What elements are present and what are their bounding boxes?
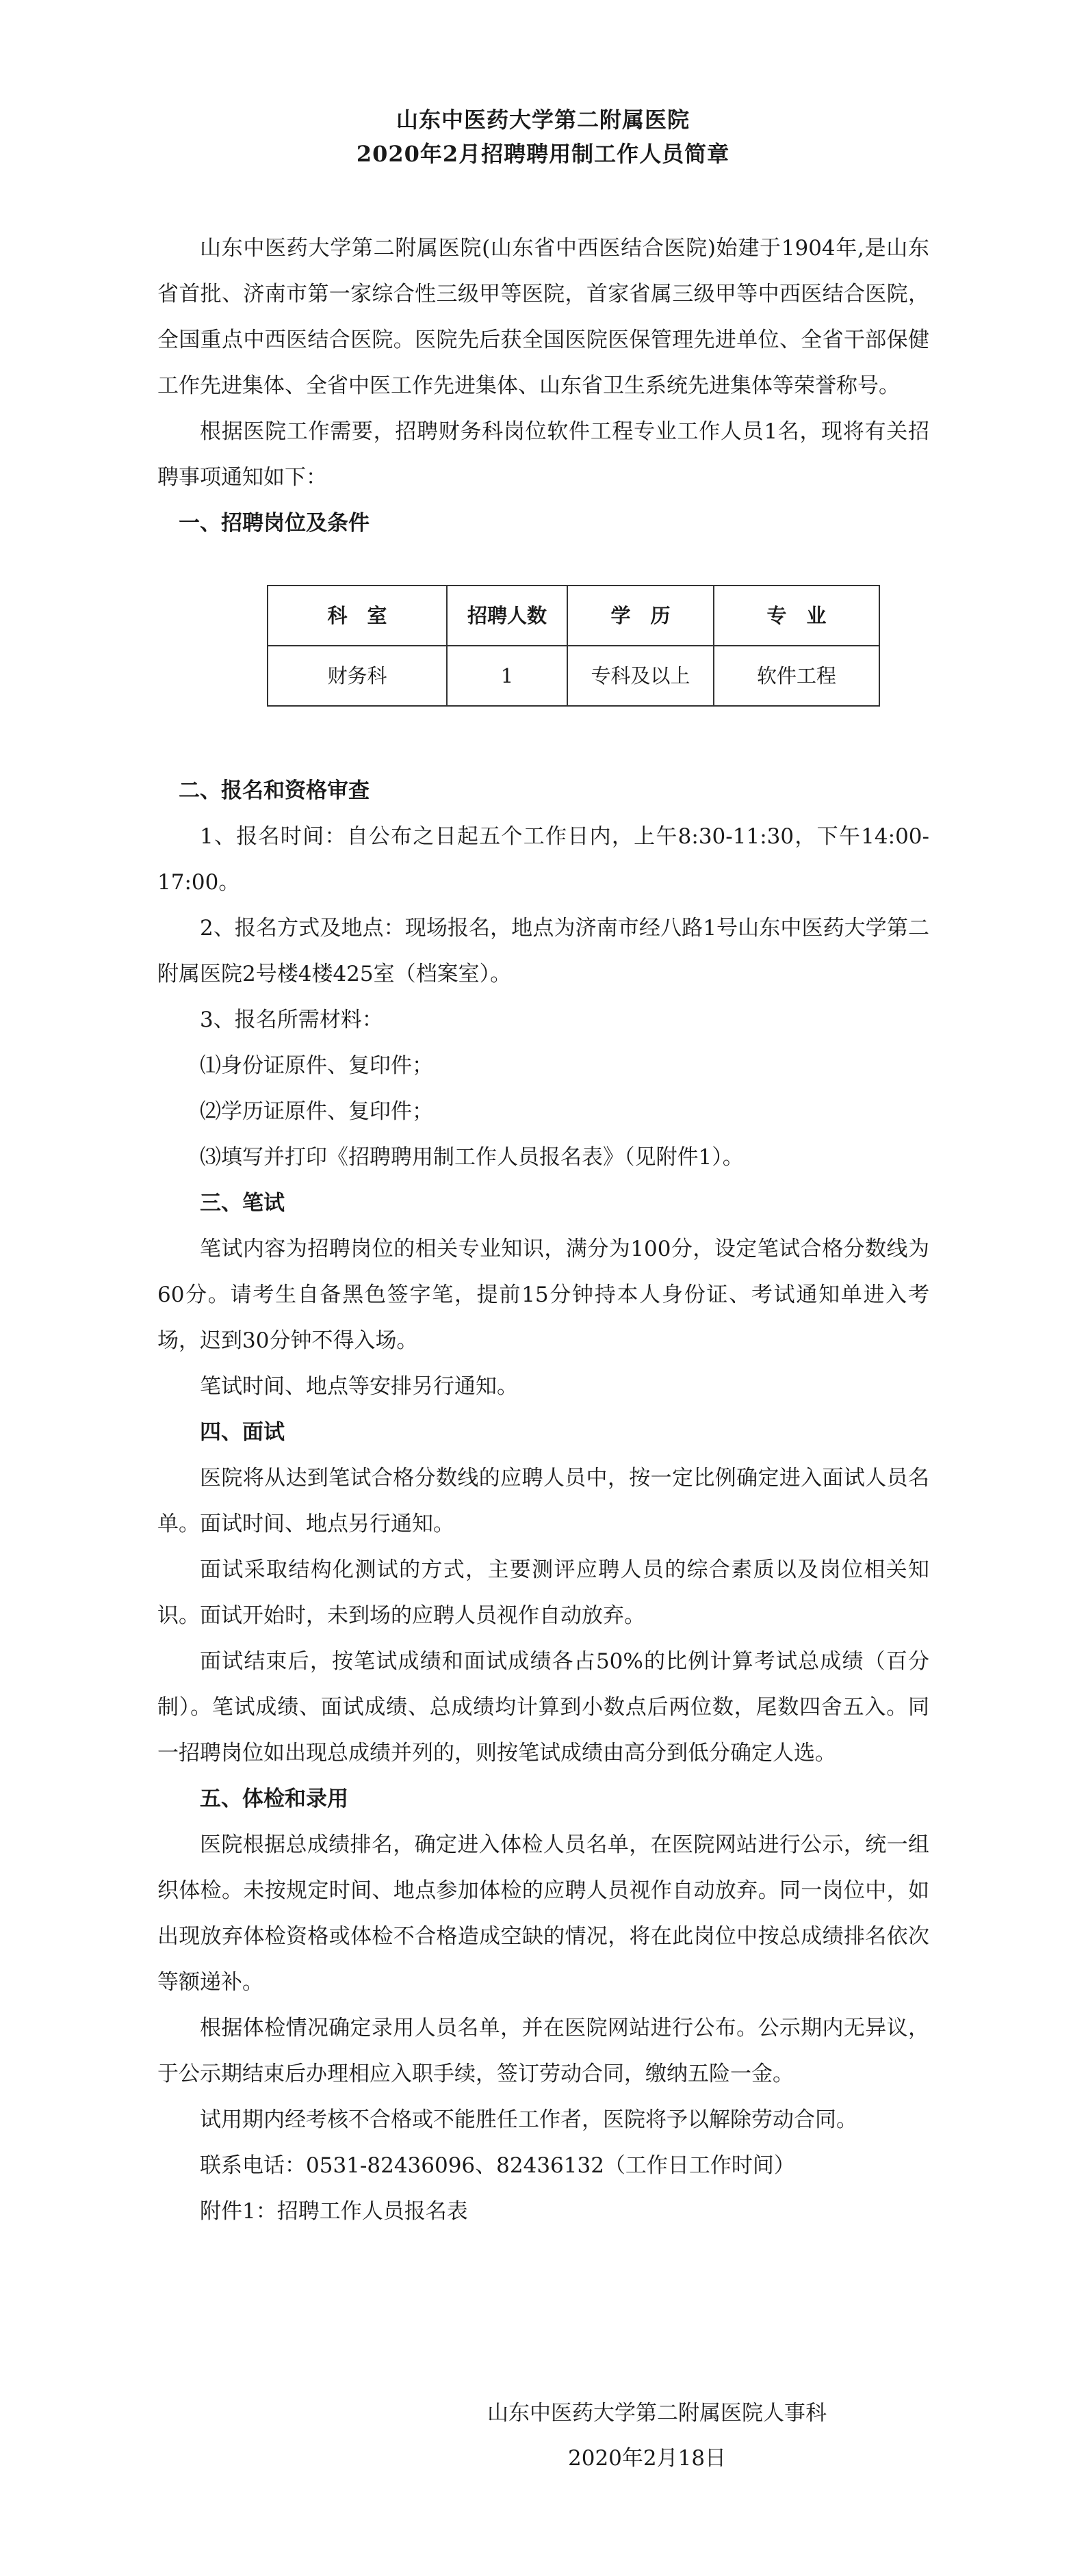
interview-paragraph-2: 面试采取结构化测试的方式，主要测评应聘人员的综合素质以及岗位相关知识。面试开始时，未到场的应聘人员视作自动放弃。 xyxy=(157,1558,929,1628)
section-heading-2: 二、报名和资格审查 xyxy=(179,778,370,803)
material-item-3: ⑶填写并打印《招聘聘用制工作人员报名表》（见附件1）。 xyxy=(200,1145,744,1170)
doc-body xyxy=(157,226,929,2235)
table-row xyxy=(268,646,879,706)
intro-paragraph: 山东中医药大学第二附属医院(山东省中西医结合医院)始建于1904年,是山东省首批、济南市第一家综合性三级甲等医院，首家省属三级甲等中西医结合医院，全国重点中西医结合医院。医院先后获全国医院医保管理先进单位、全省干部保健工作先进集体、全省中医工作先进集体、山东省卫生系统先进集体等荣誉称号。 xyxy=(157,236,929,398)
positions-table-wrap xyxy=(267,585,929,707)
contact-phone: 联系电话：0531-82436096、82436132（工作日工作时间） xyxy=(200,2153,795,2178)
exam-paragraph-1: 医院根据总成绩排名，确定进入体检人员名单，在医院网站进行公示，统一组织体检。未按规定时间、地点参加体检的应聘人员视作自动放弃。同一岗位中，如出现放弃体检资格或体检不合格造成空缺的情况，将在此岗位中按总成绩排名依次等额递补。 xyxy=(157,1832,929,1995)
section-heading-4: 四、面试 xyxy=(200,1420,285,1445)
table-cell-major: 软件工程 xyxy=(714,646,879,706)
written-exam-notice: 笔试时间、地点等安排另行通知。 xyxy=(200,1374,518,1399)
table-header-count: 招聘人数 xyxy=(447,586,567,646)
needs-paragraph: 根据医院工作需要，招聘财务科岗位软件工程专业工作人员1名，现将有关招聘事项通知如下： xyxy=(157,419,929,490)
interview-paragraph-1: 医院将从达到笔试合格分数线的应聘人员中，按一定比例确定进入面试人员名单。面试时间、地点另行通知。 xyxy=(157,1466,929,1536)
table-header-row xyxy=(268,586,879,646)
material-item-2: ⑵学历证原件、复印件； xyxy=(200,1099,433,1124)
signature-department: 山东中医药大学第二附属医院人事科 xyxy=(487,2401,827,2426)
table-cell-dept: 财务科 xyxy=(268,646,447,706)
section-heading-1: 一、招聘岗位及条件 xyxy=(179,511,370,536)
attachment-note: 附件1：招聘工作人员报名表 xyxy=(200,2199,468,2224)
section-heading-3: 三、笔试 xyxy=(200,1191,285,1215)
exam-paragraph-3: 试用期内经考核不合格或不能胜任工作者，医院将予以解除劳动合同。 xyxy=(200,2107,857,2132)
exam-paragraph-2: 根据体检情况确定录用人员名单，并在医院网站进行公布。公示期内无异议，于公示期结束后办理相应入职手续，签订劳动合同，缴纳五险一金。 xyxy=(157,2016,929,2086)
written-exam-paragraph: 笔试内容为招聘岗位的相关专业知识，满分为100分，设定笔试合格分数线为60分。请考生自备黑色签字笔，提前15分钟持本人身份证、考试通知单进入考场，迟到30分钟不得入场。 xyxy=(157,1237,929,1353)
registration-location: 2、报名方式及地点：现场报名，地点为济南市经八路1号山东中医药大学第二附属医院2号楼4楼425室（档案室）。 xyxy=(157,916,929,986)
table-cell-count: 1 xyxy=(447,646,567,706)
table-cell-education: 专科及以上 xyxy=(567,646,714,706)
positions-table xyxy=(267,585,880,707)
registration-time: 1、报名时间：自公布之日起五个工作日内，上午8:30-11:30，下午14:00-17:00。 xyxy=(157,824,929,895)
table-header-dept: 科 室 xyxy=(268,586,447,646)
table-header-education: 学 历 xyxy=(567,586,714,646)
table-header-major: 专 业 xyxy=(714,586,879,646)
registration-materials: 3、报名所需材料： xyxy=(200,1008,383,1032)
material-item-1: ⑴身份证原件、复印件； xyxy=(200,1053,433,1078)
doc-title-line2: 2020年2月招聘聘用制工作人员简章 xyxy=(356,141,730,167)
section-heading-5: 五、体检和录用 xyxy=(200,1787,348,1811)
doc-title-line1: 山东中医药大学第二附属医院 xyxy=(396,107,690,133)
signature-date: 2020年2月18日 xyxy=(568,2446,727,2471)
interview-paragraph-3: 面试结束后，按笔试成绩和面试成绩各占50%的比例计算考试总成绩（百分制）。笔试成绩、面试成绩、总成绩均计算到小数点后两位数，尾数四舍五入。同一招聘岗位如出现总成绩并列的，则按笔试成绩由高分到低分确定人选。 xyxy=(157,1649,929,1765)
